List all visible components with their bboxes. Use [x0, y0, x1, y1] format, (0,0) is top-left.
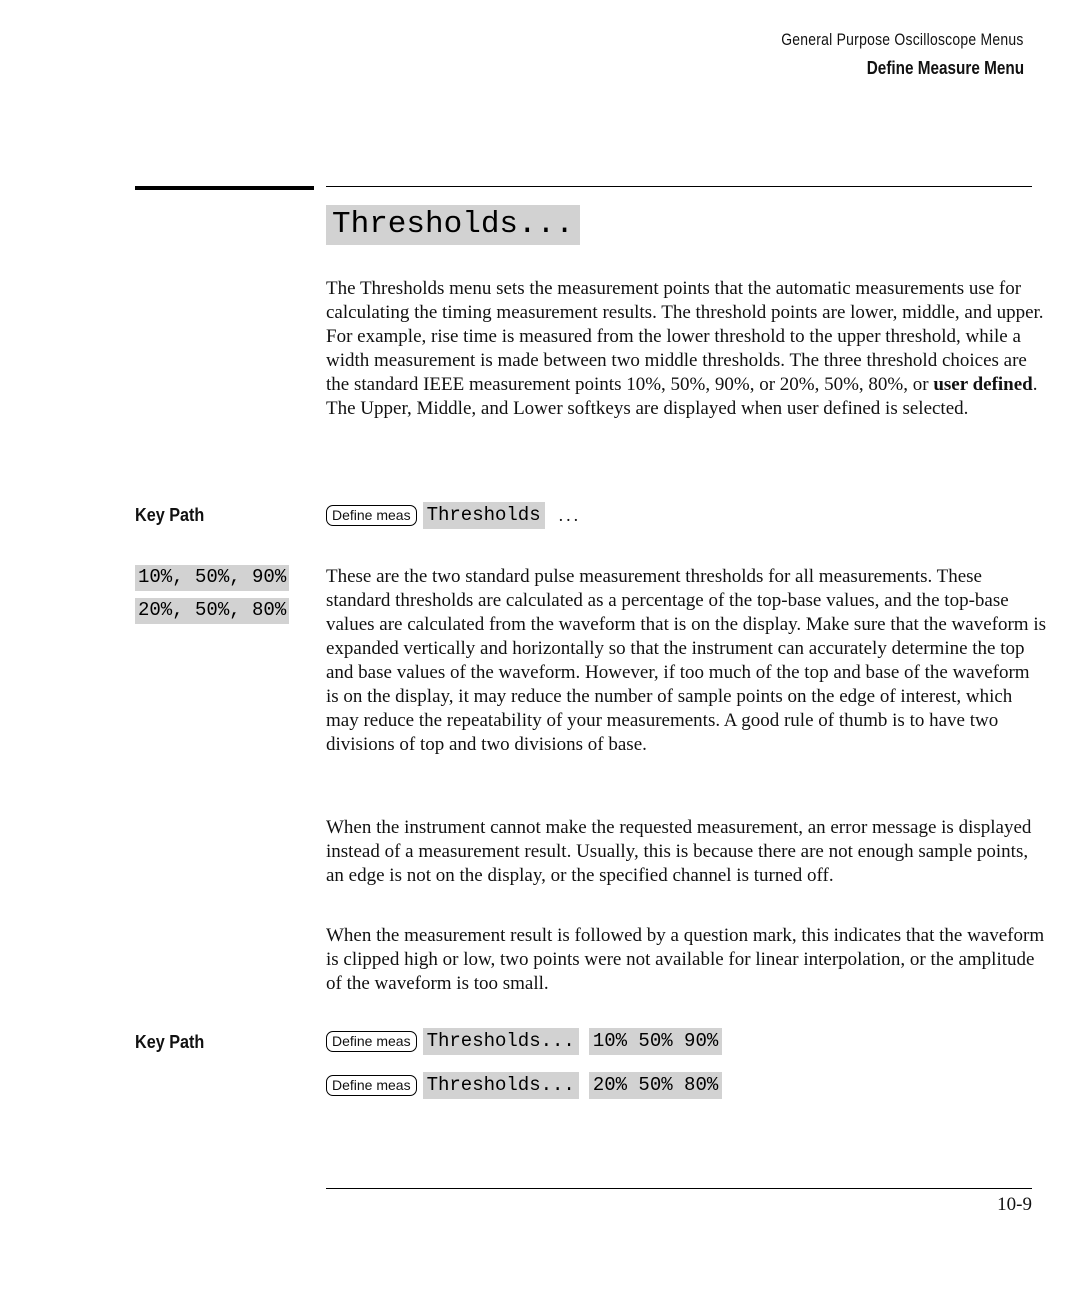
- paragraph-error-message: When the instrument cannot make the requested measurement, an error message is displayed instead of a measurement result. Usually, this is because there are not enough sample points, an edge is not on the display, or the specified channel is turned off.: [326, 817, 1032, 886]
- thresholds-softkey: Thresholds...: [423, 1028, 579, 1055]
- key-path-label-1: Key Path: [135, 505, 205, 525]
- footer-rule: [326, 1188, 1032, 1189]
- page-number: 10-9: [997, 1194, 1032, 1215]
- section-rule-thick: [135, 186, 314, 190]
- section-rule-thin: [326, 186, 1032, 187]
- key-path-ellipsis: ...: [558, 505, 582, 525]
- define-meas-hardkey: Define meas: [326, 505, 417, 526]
- option-key-20-50-80: 20%, 50%, 80%: [135, 598, 289, 624]
- key-path-row-2: [326, 1072, 722, 1099]
- paragraph-thresholds-description: These are the two standard pulse measurement thresholds for all measurements. These standard thresholds are calculated as a percentage of the top-base values, and the top-base values are calculated from the waveform that is on the display. Make sure that the waveform is expanded vertically and horizontally so that the instrument can accurately determine the top and base values of the waveform. However, if too much of the top and base of the waveform is on the display, it may reduce the number of sample points on the edge of interest, which may reduce the repeatability of your measurements. A good rule of thumb is to have two divisions of top and two divisions of base.: [326, 566, 1046, 755]
- running-header-chapter: General Purpose Oscilloscope Menus: [781, 30, 1024, 49]
- option-softkey-10-50-90: 10% 50% 90%: [589, 1028, 722, 1055]
- key-path-row-1: [326, 1028, 722, 1055]
- paragraph-question-mark: When the measurement result is followed by a question mark, this indicates that the waveform is clipped high or low, two points were not available for linear interpolation, or the amplitude of the waveform is too small.: [326, 925, 1045, 994]
- thresholds-softkey: Thresholds...: [423, 1072, 579, 1099]
- option-softkey-20-50-80: 20% 50% 80%: [589, 1072, 722, 1099]
- key-path-label-2: Key Path: [135, 1032, 205, 1052]
- running-header-section: Define Measure Menu: [866, 58, 1024, 78]
- option-key-10-50-90: 10%, 50%, 90%: [135, 565, 289, 591]
- intro-paragraph: [326, 277, 1046, 421]
- intro-text-bold: user defined: [933, 374, 1033, 395]
- intro-text-before: The Thresholds menu sets the measurement points that the automatic measurements use for calculating the timing measurement results. The threshold points are lower, middle, and upper. For example, rise time is measured from the lower threshold to the upper threshold, while a width measurement is made between two middle thresholds. The three threshold choices are the standard IEEE measurement points 10%, 50%, 90%, or 20%, 50%, 80%, or: [326, 278, 1044, 395]
- key-path-1: [326, 502, 581, 529]
- thresholds-softkey: Thresholds: [423, 502, 545, 529]
- intro-text-after: . The Upper, Middle, and Lower softkeys are displayed when user defined is selected.: [326, 374, 1038, 419]
- define-meas-hardkey: Define meas: [326, 1031, 417, 1052]
- section-title: Thresholds...: [326, 205, 580, 245]
- define-meas-hardkey: Define meas: [326, 1075, 417, 1096]
